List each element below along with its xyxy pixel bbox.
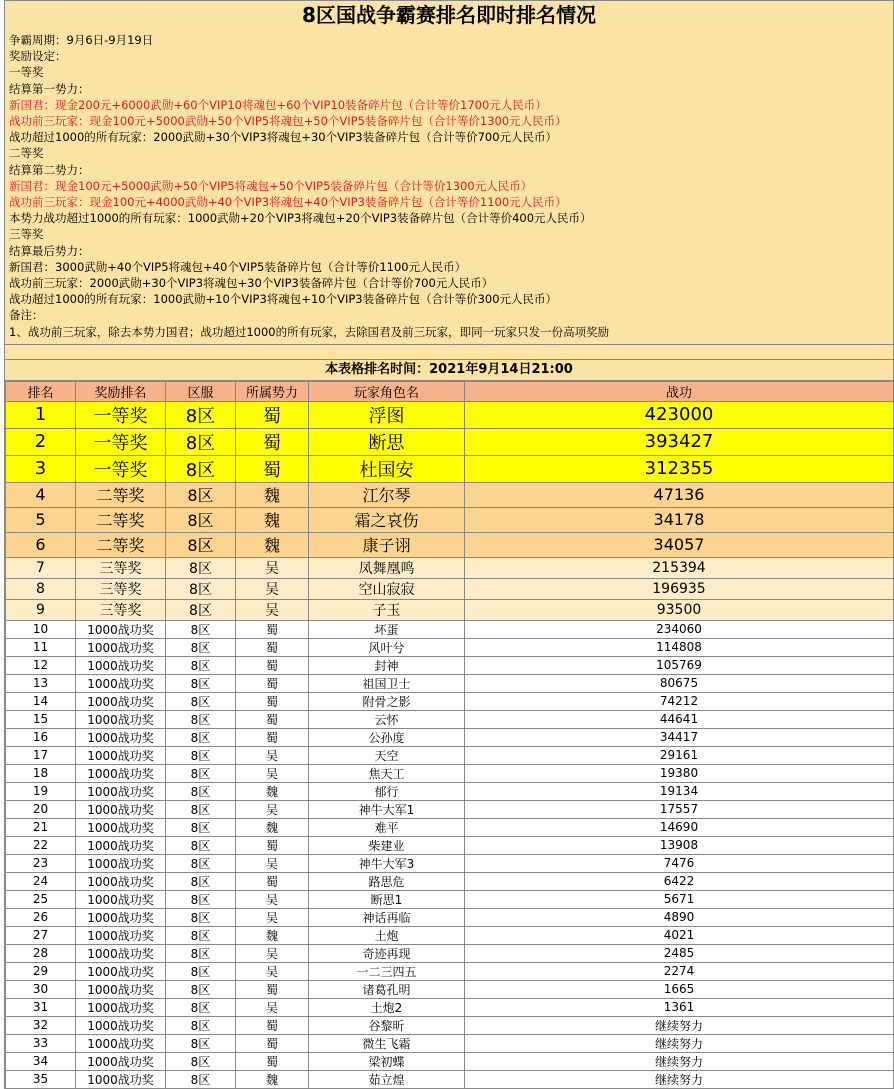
rank-cell: 23 [6, 854, 76, 872]
award-cell: 1000战功奖 [76, 872, 166, 890]
player-name-cell: 江尔琴 [309, 482, 465, 507]
player-name-cell: 柴建业 [309, 836, 465, 854]
note-line: 奖励设定： [9, 49, 67, 64]
server-cell: 8区 [166, 764, 236, 782]
rank-cell: 16 [6, 728, 76, 746]
table-row [6, 578, 894, 599]
player-name-cell: 路思危 [309, 872, 465, 890]
merit-cell: 312355 [465, 455, 894, 482]
server-cell: 8区 [166, 455, 236, 482]
server-cell: 8区 [166, 782, 236, 800]
rank-cell: 1 [6, 401, 76, 428]
player-name-cell: 风叶兮 [309, 638, 465, 656]
award-cell: 1000战功奖 [76, 1016, 166, 1034]
award-cell: 二等奖 [76, 532, 166, 557]
note-line: 新国君：3000武勋+40个VIP5将魂包+40个VIP5装备碎片包（合计等价1100元人民币） [9, 259, 467, 274]
player-name-cell: 郁行 [309, 782, 465, 800]
merit-cell: 4890 [465, 908, 894, 926]
player-name-cell: 谷黎昕 [309, 1016, 465, 1034]
server-cell: 8区 [166, 818, 236, 836]
player-name-cell: 一二三四五 [309, 962, 465, 980]
award-cell: 1000战功奖 [76, 692, 166, 710]
table-row [6, 728, 894, 746]
page-title: 8区国战争霸赛排名即时排名情况 [302, 3, 596, 27]
server-cell: 8区 [166, 728, 236, 746]
note-line: 结算第二势力： [9, 162, 90, 177]
faction-cell: 蜀 [236, 656, 309, 674]
rank-cell: 30 [6, 980, 76, 998]
table-row [6, 980, 894, 998]
award-cell: 1000战功奖 [76, 818, 166, 836]
merit-cell: 继续努力 [465, 1070, 894, 1088]
table-row [6, 482, 894, 507]
award-cell: 1000战功奖 [76, 854, 166, 872]
merit-cell: 29161 [465, 746, 894, 764]
table-row [6, 620, 894, 638]
table-row [6, 746, 894, 764]
award-cell: 1000战功奖 [76, 908, 166, 926]
column-header: 区服 [166, 381, 236, 401]
merit-cell: 7476 [465, 854, 894, 872]
merit-cell: 34178 [465, 507, 894, 532]
faction-cell: 蜀 [236, 455, 309, 482]
faction-cell: 吴 [236, 764, 309, 782]
rank-cell: 19 [6, 782, 76, 800]
rank-cell: 26 [6, 908, 76, 926]
merit-cell: 17557 [465, 800, 894, 818]
rank-cell: 4 [6, 482, 76, 507]
note-line: 新国君：现金100元+5000武勋+50个VIP5将魂包+50个VIP5装备碎片包（合计等价1300元人民币） [9, 178, 533, 193]
merit-cell: 19134 [465, 782, 894, 800]
server-cell: 8区 [166, 980, 236, 998]
faction-cell: 蜀 [236, 836, 309, 854]
table-row [6, 962, 894, 980]
merit-cell: 105769 [465, 656, 894, 674]
faction-cell: 蜀 [236, 1052, 309, 1070]
faction-cell: 蜀 [236, 872, 309, 890]
note-line: 三等奖 [9, 227, 44, 242]
rank-cell: 2 [6, 428, 76, 455]
faction-cell: 蜀 [236, 692, 309, 710]
merit-cell: 继续努力 [465, 1034, 894, 1052]
faction-cell: 蜀 [236, 728, 309, 746]
award-cell: 1000战功奖 [76, 782, 166, 800]
server-cell: 8区 [166, 998, 236, 1016]
merit-cell: 6422 [465, 872, 894, 890]
player-name-cell: 土炮2 [309, 998, 465, 1016]
table-row [6, 455, 894, 482]
player-name-cell: 难平 [309, 818, 465, 836]
server-cell: 8区 [166, 692, 236, 710]
server-cell: 8区 [166, 557, 236, 578]
rank-cell: 17 [6, 746, 76, 764]
award-cell: 1000战功奖 [76, 1052, 166, 1070]
award-cell: 三等奖 [76, 557, 166, 578]
server-cell: 8区 [166, 944, 236, 962]
award-cell: 一等奖 [76, 428, 166, 455]
note-line: 战功超过1000的所有玩家：2000武勋+30个VIP3将魂包+30个VIP3装备碎片包（合计等价700元人民币） [9, 130, 558, 145]
rank-cell: 34 [6, 1052, 76, 1070]
note-line: 1、战功前三玩家，除去本势力国君；战功超过1000的所有玩家，去除国君及前三玩家，即同一玩家只发一份高项奖励 [9, 324, 610, 339]
table-row [6, 908, 894, 926]
faction-cell: 吴 [236, 800, 309, 818]
note-line: 一等奖 [9, 65, 44, 80]
rank-cell: 15 [6, 710, 76, 728]
merit-cell: 80675 [465, 674, 894, 692]
rank-cell: 33 [6, 1034, 76, 1052]
player-name-cell: 天空 [309, 746, 465, 764]
faction-cell: 吴 [236, 998, 309, 1016]
player-name-cell: 神牛大军3 [309, 854, 465, 872]
server-cell: 8区 [166, 1070, 236, 1088]
merit-cell: 74212 [465, 692, 894, 710]
faction-cell: 蜀 [236, 1016, 309, 1034]
note-line: 结算第一势力： [9, 81, 90, 96]
player-name-cell: 封神 [309, 656, 465, 674]
merit-cell: 2274 [465, 962, 894, 980]
rank-cell: 21 [6, 818, 76, 836]
rank-cell: 32 [6, 1016, 76, 1034]
rank-cell: 12 [6, 656, 76, 674]
rank-cell: 25 [6, 890, 76, 908]
rank-cell: 7 [6, 557, 76, 578]
ranking-time: 本表格排名时间：2021年9月14日21:00 [5, 360, 893, 381]
faction-cell: 吴 [236, 908, 309, 926]
faction-cell: 蜀 [236, 620, 309, 638]
merit-cell: 393427 [465, 428, 894, 455]
rank-cell: 20 [6, 800, 76, 818]
server-cell: 8区 [166, 1052, 236, 1070]
rank-cell: 14 [6, 692, 76, 710]
server-cell: 8区 [166, 908, 236, 926]
table-row [6, 692, 894, 710]
award-cell: 1000战功奖 [76, 746, 166, 764]
server-cell: 8区 [166, 599, 236, 620]
column-header: 奖励排名 [76, 381, 166, 401]
award-cell: 一等奖 [76, 455, 166, 482]
column-header: 战功 [465, 381, 894, 401]
server-cell: 8区 [166, 836, 236, 854]
rank-cell: 11 [6, 638, 76, 656]
player-name-cell: 子玉 [309, 599, 465, 620]
note-line: 战功前三玩家：现金100元+4000武勋+40个VIP3将魂包+40个VIP3装备碎片包（合计等价1100元人民币） [9, 195, 567, 210]
player-name-cell: 霜之哀伤 [309, 507, 465, 532]
player-name-cell: 康子诩 [309, 532, 465, 557]
award-cell: 1000战功奖 [76, 656, 166, 674]
award-cell: 1000战功奖 [76, 1070, 166, 1088]
award-cell: 1000战功奖 [76, 674, 166, 692]
award-cell: 三等奖 [76, 578, 166, 599]
merit-cell: 继续努力 [465, 1016, 894, 1034]
rank-cell: 13 [6, 674, 76, 692]
merit-cell: 1665 [465, 980, 894, 998]
table-row [6, 944, 894, 962]
table-row [6, 674, 894, 692]
note-line: 本势力战功超过1000的所有玩家：1000武勋+20个VIP3将魂包+20个VIP3装备碎片包（合计等价400元人民币） [9, 211, 592, 226]
faction-cell: 魏 [236, 926, 309, 944]
award-cell: 1000战功奖 [76, 980, 166, 998]
faction-cell: 蜀 [236, 428, 309, 455]
award-cell: 一等奖 [76, 401, 166, 428]
award-cell: 1000战功奖 [76, 998, 166, 1016]
merit-cell: 44641 [465, 710, 894, 728]
server-cell: 8区 [166, 854, 236, 872]
merit-cell: 13908 [465, 836, 894, 854]
table-row [6, 507, 894, 532]
faction-cell: 魏 [236, 818, 309, 836]
spreadsheet [4, 0, 894, 1089]
player-name-cell: 茹立煌 [309, 1070, 465, 1088]
note-line: 结算最后势力： [9, 243, 90, 258]
faction-cell: 吴 [236, 557, 309, 578]
award-cell: 1000战功奖 [76, 926, 166, 944]
player-name-cell: 附骨之影 [309, 692, 465, 710]
award-cell: 1000战功奖 [76, 620, 166, 638]
table-row [6, 1016, 894, 1034]
table-row [6, 428, 894, 455]
server-cell: 8区 [166, 800, 236, 818]
table-row [6, 818, 894, 836]
table-header-row [6, 381, 894, 401]
award-cell: 二等奖 [76, 507, 166, 532]
merit-cell: 2485 [465, 944, 894, 962]
faction-cell: 吴 [236, 746, 309, 764]
note-line: 争霸周期：9月6日-9月19日 [9, 33, 154, 47]
merit-cell: 215394 [465, 557, 894, 578]
faction-cell: 魏 [236, 1070, 309, 1088]
server-cell: 8区 [166, 428, 236, 455]
table-row [6, 557, 894, 578]
spacer-row [5, 345, 893, 360]
award-cell: 1000战功奖 [76, 962, 166, 980]
player-name-cell: 空山寂寂 [309, 578, 465, 599]
table-row [6, 926, 894, 944]
note-line: 二等奖 [9, 146, 44, 161]
faction-cell: 蜀 [236, 638, 309, 656]
player-name-cell: 神牛大军1 [309, 800, 465, 818]
faction-cell: 魏 [236, 482, 309, 507]
table-row [6, 836, 894, 854]
merit-cell: 234060 [465, 620, 894, 638]
rank-cell: 3 [6, 455, 76, 482]
rank-cell: 31 [6, 998, 76, 1016]
server-cell: 8区 [166, 872, 236, 890]
note-line: 新国君：现金200元+6000武勋+60个VIP10将魂包+60个VIP10装备碎片包（合计等价1700元人民币） [9, 97, 547, 112]
award-cell: 二等奖 [76, 482, 166, 507]
player-name-cell: 断思 [309, 428, 465, 455]
award-cell: 1000战功奖 [76, 890, 166, 908]
rank-cell: 10 [6, 620, 76, 638]
award-cell: 1000战功奖 [76, 944, 166, 962]
table-row [6, 854, 894, 872]
ranking-table [5, 381, 894, 1089]
table-row [6, 401, 894, 428]
rank-cell: 29 [6, 962, 76, 980]
server-cell: 8区 [166, 620, 236, 638]
player-name-cell: 祖国卫士 [309, 674, 465, 692]
rank-cell: 9 [6, 599, 76, 620]
faction-cell: 魏 [236, 782, 309, 800]
rank-cell: 28 [6, 944, 76, 962]
award-cell: 1000战功奖 [76, 638, 166, 656]
table-row [6, 782, 894, 800]
server-cell: 8区 [166, 1034, 236, 1052]
player-name-cell: 凤舞凰鸣 [309, 557, 465, 578]
column-header: 玩家角色名 [309, 381, 465, 401]
rank-cell: 24 [6, 872, 76, 890]
merit-cell: 19380 [465, 764, 894, 782]
award-cell: 三等奖 [76, 599, 166, 620]
table-row [6, 710, 894, 728]
merit-cell: 34057 [465, 532, 894, 557]
server-cell: 8区 [166, 962, 236, 980]
rank-cell: 6 [6, 532, 76, 557]
merit-cell: 93500 [465, 599, 894, 620]
faction-cell: 蜀 [236, 674, 309, 692]
server-cell: 8区 [166, 638, 236, 656]
note-line: 战功前三玩家：现金100元+5000武勋+50个VIP5将魂包+50个VIP5装备碎片包（合计等价1300元人民币） [9, 114, 567, 129]
faction-cell: 吴 [236, 578, 309, 599]
faction-cell: 吴 [236, 890, 309, 908]
table-row [6, 532, 894, 557]
note-line: 战功超过1000的所有玩家：1000武勋+10个VIP3将魂包+10个VIP3装备碎片包（合计等价300元人民币） [9, 292, 558, 307]
server-cell: 8区 [166, 890, 236, 908]
player-name-cell: 微生飞霜 [309, 1034, 465, 1052]
server-cell: 8区 [166, 578, 236, 599]
player-name-cell: 云怀 [309, 710, 465, 728]
table-row [6, 656, 894, 674]
merit-cell: 1361 [465, 998, 894, 1016]
merit-cell: 423000 [465, 401, 894, 428]
merit-cell: 14690 [465, 818, 894, 836]
table-row [6, 638, 894, 656]
server-cell: 8区 [166, 482, 236, 507]
column-header: 排名 [6, 381, 76, 401]
header-section [5, 0, 893, 345]
faction-cell: 吴 [236, 962, 309, 980]
player-name-cell: 坏蛋 [309, 620, 465, 638]
reward-notes [5, 29, 893, 344]
faction-cell: 吴 [236, 944, 309, 962]
table-row [6, 1034, 894, 1052]
column-header: 所属势力 [236, 381, 309, 401]
player-name-cell: 奇迹再现 [309, 944, 465, 962]
player-name-cell: 焦天工 [309, 764, 465, 782]
table-row [6, 599, 894, 620]
rank-cell: 22 [6, 836, 76, 854]
player-name-cell: 杜国安 [309, 455, 465, 482]
table-row [6, 800, 894, 818]
player-name-cell: 梁初蝶 [309, 1052, 465, 1070]
faction-cell: 魏 [236, 532, 309, 557]
rank-cell: 35 [6, 1070, 76, 1088]
award-cell: 1000战功奖 [76, 836, 166, 854]
table-row [6, 872, 894, 890]
faction-cell: 蜀 [236, 980, 309, 998]
rank-cell: 27 [6, 926, 76, 944]
player-name-cell: 断思1 [309, 890, 465, 908]
faction-cell: 吴 [236, 599, 309, 620]
rank-cell: 8 [6, 578, 76, 599]
merit-cell: 47136 [465, 482, 894, 507]
server-cell: 8区 [166, 656, 236, 674]
merit-cell: 5671 [465, 890, 894, 908]
player-name-cell: 土炮 [309, 926, 465, 944]
faction-cell: 蜀 [236, 1034, 309, 1052]
award-cell: 1000战功奖 [76, 710, 166, 728]
server-cell: 8区 [166, 926, 236, 944]
server-cell: 8区 [166, 532, 236, 557]
table-row [6, 764, 894, 782]
merit-cell: 196935 [465, 578, 894, 599]
server-cell: 8区 [166, 401, 236, 428]
award-cell: 1000战功奖 [76, 1034, 166, 1052]
note-line: 战功前三玩家：2000武勋+30个VIP3将魂包+30个VIP3装备碎片包（合计等价700元人民币） [9, 276, 494, 291]
faction-cell: 吴 [236, 854, 309, 872]
server-cell: 8区 [166, 507, 236, 532]
faction-cell: 蜀 [236, 710, 309, 728]
faction-cell: 蜀 [236, 401, 309, 428]
rank-cell: 18 [6, 764, 76, 782]
merit-cell: 114808 [465, 638, 894, 656]
server-cell: 8区 [166, 710, 236, 728]
merit-cell: 继续努力 [465, 1052, 894, 1070]
server-cell: 8区 [166, 1016, 236, 1034]
faction-cell: 魏 [236, 507, 309, 532]
award-cell: 1000战功奖 [76, 800, 166, 818]
table-row [6, 1070, 894, 1088]
server-cell: 8区 [166, 674, 236, 692]
table-row [6, 998, 894, 1016]
award-cell: 1000战功奖 [76, 764, 166, 782]
player-name-cell: 公孙度 [309, 728, 465, 746]
player-name-cell: 浮图 [309, 401, 465, 428]
rank-cell: 5 [6, 507, 76, 532]
merit-cell: 4021 [465, 926, 894, 944]
award-cell: 1000战功奖 [76, 728, 166, 746]
table-row [6, 890, 894, 908]
player-name-cell: 神话再临 [309, 908, 465, 926]
table-row [6, 1052, 894, 1070]
merit-cell: 34417 [465, 728, 894, 746]
server-cell: 8区 [166, 746, 236, 764]
player-name-cell: 诸葛孔明 [309, 980, 465, 998]
note-line: 备注： [9, 308, 44, 323]
